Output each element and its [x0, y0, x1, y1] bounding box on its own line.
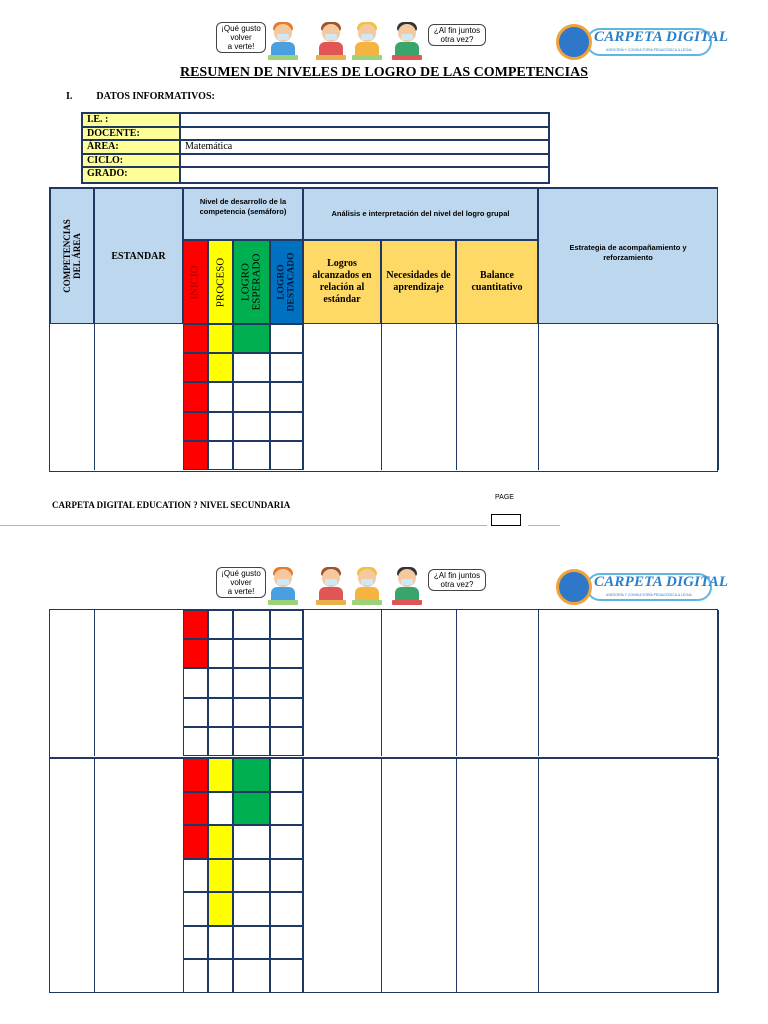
level-logro-destacado-text: LOGRO DESTACADO [276, 252, 297, 312]
semaforo-cell[interactable] [270, 610, 303, 639]
semaforo-cell[interactable] [270, 412, 303, 441]
child-illustration-icon [392, 24, 422, 62]
semaforo-cell[interactable] [208, 668, 233, 697]
semaforo-cell[interactable] [208, 859, 233, 893]
info-row [83, 168, 548, 182]
header-banner-2 [216, 567, 486, 611]
header-estandar-text: ESTANDAR [111, 250, 166, 262]
semaforo-cell[interactable] [183, 382, 208, 411]
child-illustration-icon [316, 569, 346, 607]
child-illustration-icon [268, 569, 298, 607]
header-balance-text: Balance cuantitativo [471, 270, 523, 293]
header-logros-text: Logros alcanzados en relación al estándar [312, 258, 372, 305]
logo-brand: CARPETA DIGITAL [594, 29, 729, 45]
level-proceso-text: PROCESO [214, 257, 226, 307]
semaforo-cell[interactable] [233, 758, 270, 792]
info-label: DOCENTE: [83, 128, 181, 140]
bubble-line: ¡Qué gusto [221, 24, 261, 33]
column-line [718, 758, 719, 993]
semaforo-cell[interactable] [183, 324, 208, 353]
info-value[interactable] [181, 155, 548, 167]
bubble-line: ¿Al fin juntos [433, 26, 481, 35]
column-line [49, 324, 50, 470]
semaforo-cell[interactable] [233, 698, 270, 727]
semaforo-cell[interactable] [183, 859, 208, 893]
semaforo-cell[interactable] [183, 639, 208, 668]
logo-tagline: ASESORÍA Y CONSULTORÍA PEDAGÓGICA & LEGAL [606, 593, 693, 597]
column-line [538, 758, 539, 993]
header-competencias-text: COMPETENCIAS DEL ÁREA [62, 219, 83, 293]
competencias-table-2 [49, 609, 718, 993]
child-illustration-icon [352, 569, 382, 607]
semaforo-cell[interactable] [183, 792, 208, 826]
info-label: GRADO: [83, 168, 181, 182]
semaforo-cell[interactable] [183, 825, 208, 859]
semaforo-cell[interactable] [208, 441, 233, 470]
semaforo-cell[interactable] [270, 639, 303, 668]
header-divider [49, 323, 718, 324]
column-line [303, 324, 304, 470]
page-title: RESUMEN DE NIVELES DE LOGRO DE LAS COMPETENCIAS [179, 65, 589, 80]
info-row [83, 155, 548, 169]
header-nivel-text: Nivel de desarrollo de la competencia (semáforo) [199, 197, 287, 216]
column-line [49, 758, 50, 993]
child-illustration-icon [316, 24, 346, 62]
level-logro-esperado-text: LOGRO ESPERADO [239, 253, 263, 311]
header-estrategia [538, 188, 718, 324]
semaforo-cell[interactable] [270, 758, 303, 792]
info-label: ÁREA: [83, 141, 181, 153]
semaforo-cell[interactable] [233, 353, 270, 382]
semaforo-cell[interactable] [208, 758, 233, 792]
semaforo-cell[interactable] [233, 668, 270, 697]
header-logros [303, 240, 381, 324]
column-line [94, 324, 95, 470]
column-line [718, 324, 719, 470]
level-inicio [183, 240, 208, 324]
semaforo-cell[interactable] [233, 926, 270, 960]
semaforo-cell[interactable] [233, 859, 270, 893]
bubble-line: ¿Al fin juntos [433, 571, 481, 580]
column-line [303, 610, 304, 756]
semaforo-cell[interactable] [208, 926, 233, 960]
semaforo-cell[interactable] [183, 412, 208, 441]
semaforo-cell[interactable] [208, 727, 233, 756]
semaforo-cell[interactable] [270, 959, 303, 993]
semaforo-cell[interactable] [233, 610, 270, 639]
speech-bubble-left [216, 22, 266, 53]
header-analisis-text: Análisis e interpretación del nivel del logro grupal [331, 209, 510, 218]
column-line [381, 324, 382, 470]
bubble-line: a verte! [227, 587, 255, 596]
column-line [94, 610, 95, 756]
column-line [456, 758, 457, 993]
bubble-line: volver [230, 33, 252, 42]
level-inicio-text: INICIO [189, 264, 201, 300]
section-label: DATOS INFORMATIVOS: [96, 91, 215, 102]
semaforo-cell[interactable] [270, 324, 303, 353]
header-necesidades-text: Necesidades de aprendizaje [386, 270, 451, 293]
logo-brand: CARPETA DIGITAL [594, 574, 729, 590]
header-estandar [94, 188, 183, 324]
section-number: I. [66, 91, 73, 102]
info-row [83, 141, 548, 155]
block-divider [49, 757, 718, 759]
semaforo-cell[interactable] [183, 441, 208, 470]
semaforo-cell[interactable] [233, 727, 270, 756]
semaforo-cell[interactable] [208, 382, 233, 411]
semaforo-cell[interactable] [208, 892, 233, 926]
semaforo-cell[interactable] [270, 382, 303, 411]
column-line [538, 610, 539, 756]
semaforo-cell[interactable] [270, 825, 303, 859]
semaforo-cell[interactable] [183, 892, 208, 926]
semaforo-cell[interactable] [270, 668, 303, 697]
semaforo-cell[interactable] [270, 698, 303, 727]
semaforo-cell[interactable] [183, 727, 208, 756]
header-competencias [50, 188, 94, 324]
page-divider [0, 525, 487, 526]
column-line [49, 610, 50, 756]
bubble-line: otra vez? [440, 35, 474, 44]
info-value[interactable]: Matemática [185, 141, 233, 153]
semaforo-cell[interactable] [183, 758, 208, 792]
info-value[interactable] [181, 114, 548, 126]
column-line [381, 610, 382, 756]
level-proceso [208, 240, 233, 324]
semaforo-cell[interactable] [270, 441, 303, 470]
semaforo-cell[interactable] [233, 959, 270, 993]
column-line [718, 610, 719, 756]
semaforo-cell[interactable] [270, 792, 303, 826]
column-line [456, 610, 457, 756]
column-line [94, 758, 95, 993]
column-line [538, 324, 539, 470]
semaforo-cell[interactable] [208, 324, 233, 353]
semaforo-cell[interactable] [208, 698, 233, 727]
semaforo-cell[interactable] [183, 926, 208, 960]
bubble-line: a verte! [227, 42, 255, 51]
info-label: I.E. : [83, 114, 181, 126]
info-value[interactable] [181, 168, 548, 182]
semaforo-cell[interactable] [208, 792, 233, 826]
child-illustration-icon [352, 24, 382, 62]
speech-bubble-right [428, 24, 486, 46]
child-illustration-icon [268, 24, 298, 62]
semaforo-cell[interactable] [183, 698, 208, 727]
section-heading [66, 91, 239, 102]
semaforo-cell[interactable] [208, 412, 233, 441]
footer-text: CARPETA DIGITAL EDUCATION ? NIVEL SECUNDARIA [52, 500, 291, 510]
header-balance [456, 240, 538, 324]
semaforo-cell[interactable] [208, 639, 233, 668]
info-row [83, 114, 548, 128]
bubble-line: volver [230, 578, 252, 587]
semaforo-cell[interactable] [270, 859, 303, 893]
info-label: CICLO: [83, 155, 181, 167]
semaforo-cell[interactable] [183, 959, 208, 993]
semaforo-cell[interactable] [208, 959, 233, 993]
semaforo-cell[interactable] [183, 610, 208, 639]
info-value[interactable] [181, 128, 548, 140]
page-divider [528, 525, 560, 526]
semaforo-cell[interactable] [233, 324, 270, 353]
semaforo-cell[interactable] [233, 441, 270, 470]
header-analisis [303, 188, 538, 240]
bubble-line: ¡Qué gusto [221, 569, 261, 578]
logo-tagline: ASESORÍA Y CONSULTORÍA PEDAGÓGICA & LEGAL [606, 48, 693, 52]
bubble-line: otra vez? [440, 580, 474, 589]
semaforo-cell[interactable] [208, 825, 233, 859]
header-nivel [183, 188, 303, 240]
semaforo-cell[interactable] [183, 353, 208, 382]
page-label: PAGE [495, 494, 514, 501]
semaforo-cell[interactable] [233, 639, 270, 668]
info-row [83, 128, 548, 142]
page-number-box[interactable] [491, 514, 521, 526]
header-necesidades [381, 240, 456, 324]
logo-emblem-icon [556, 24, 592, 60]
semaforo-cell[interactable] [183, 668, 208, 697]
column-line [303, 758, 304, 993]
header-banner-1 [216, 22, 486, 66]
semaforo-cell[interactable] [233, 382, 270, 411]
info-table [81, 112, 550, 184]
speech-bubble-left [216, 567, 266, 598]
speech-bubble-right [428, 569, 486, 591]
semaforo-cell[interactable] [233, 412, 270, 441]
semaforo-cell[interactable] [270, 353, 303, 382]
semaforo-cell[interactable] [270, 727, 303, 756]
semaforo-cell[interactable] [233, 892, 270, 926]
level-logro-destacado [270, 240, 303, 324]
column-line [381, 758, 382, 993]
column-line [456, 324, 457, 470]
child-illustration-icon [392, 569, 422, 607]
semaforo-cell[interactable] [233, 792, 270, 826]
logo-emblem-icon [556, 569, 592, 605]
semaforo-cell[interactable] [208, 353, 233, 382]
header-estrategia-text: Estrategia de acompañamiento y reforzamiento [569, 243, 687, 262]
level-logro-esperado [233, 240, 270, 324]
semaforo-cell[interactable] [233, 825, 270, 859]
semaforo-cell[interactable] [270, 926, 303, 960]
semaforo-cell[interactable] [270, 892, 303, 926]
semaforo-cell[interactable] [208, 610, 233, 639]
